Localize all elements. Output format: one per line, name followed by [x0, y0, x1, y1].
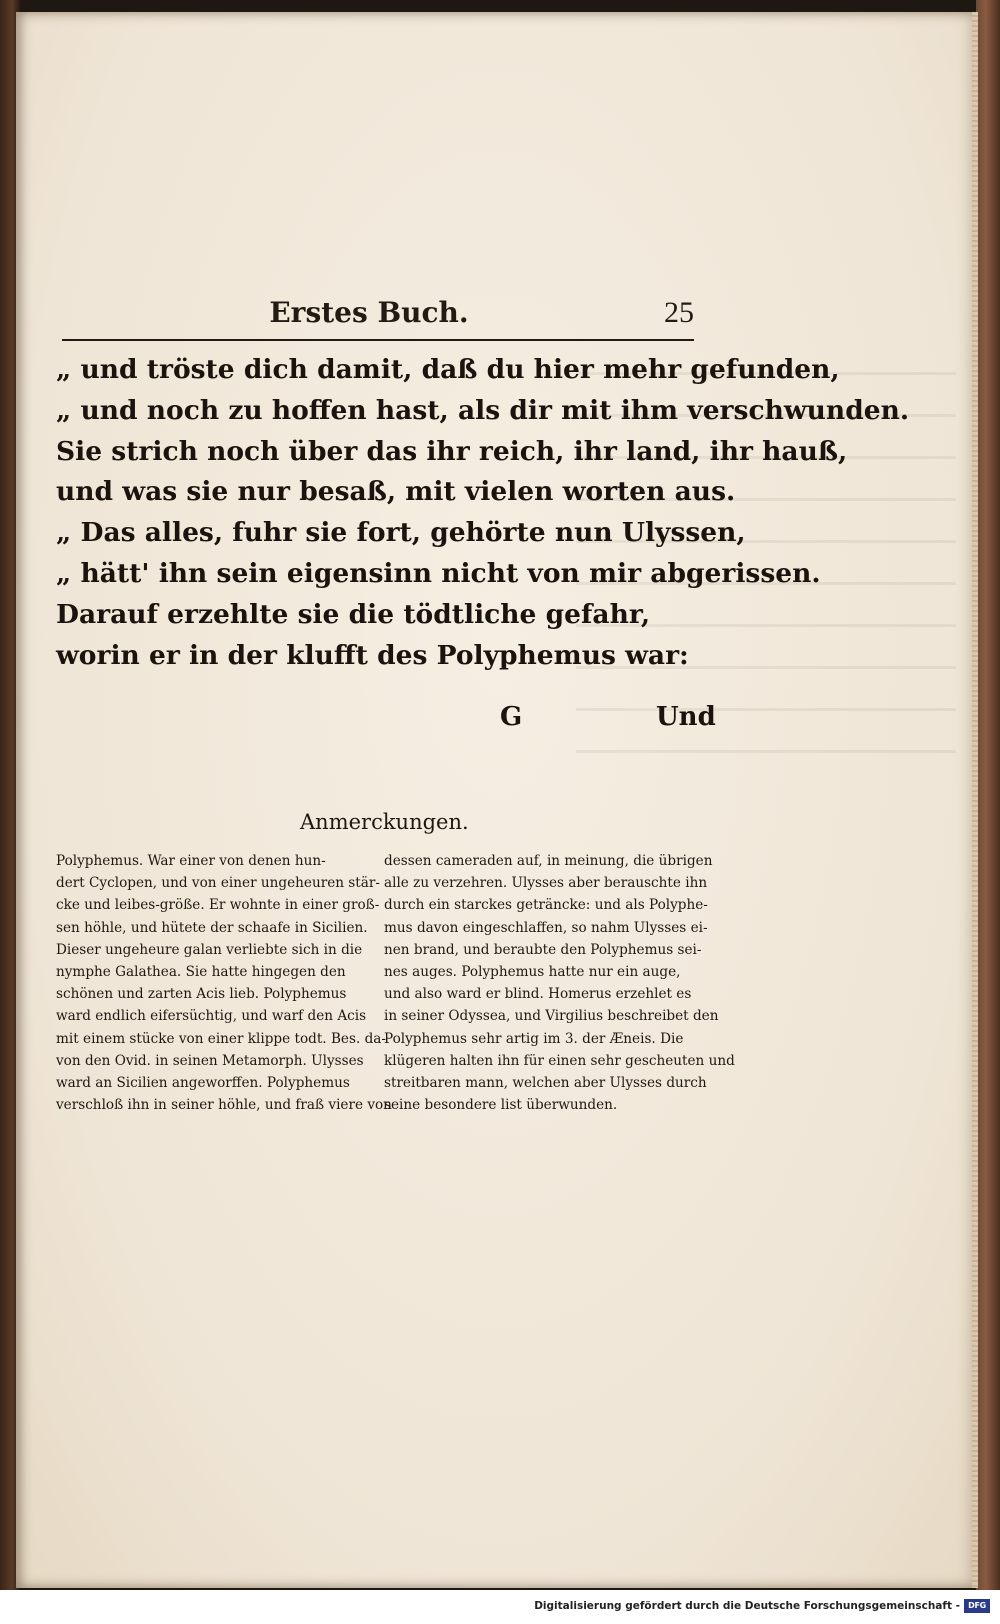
notes-right-column [384, 850, 735, 1116]
page-number: 25 [664, 296, 694, 329]
verse-block [56, 350, 910, 676]
book-page [16, 12, 978, 1588]
note-line: nes auges. Polyphemus hatte nur ein auge, [384, 964, 681, 981]
note-line: mit einem stücke von einer klippe todt. Bes. da- [56, 1030, 386, 1047]
verse-line: „ Das alles, fuhr sie fort, gehörte nun Ulyssen, [56, 517, 746, 549]
note-line: Polyphemus sehr artig im 3. der Æneis. Die [384, 1030, 684, 1047]
verse-line: Darauf erzehlte sie die tödtliche gefahr, [56, 598, 651, 630]
note-line: dessen cameraden auf, in meinung, die übrigen [384, 853, 713, 869]
note-line: streitbaren mann, welchen aber Ulysses durch [384, 1075, 707, 1092]
note-line: von den Ovid. in seinen Metamorph. Ulysses [56, 1052, 364, 1069]
note-line: und also ward er blind. Homerus erzehlet es [384, 986, 692, 1003]
note-line: Polyphemus. War einer von denen hun- [56, 853, 326, 869]
head-rule [62, 339, 694, 341]
catchword: Und [656, 702, 716, 732]
verse-line: „ und noch zu hoffen hast, als dir mit ihm verschwunden. [56, 394, 910, 426]
note-line: nen brand, und beraubte den Polyphemus sei- [384, 941, 702, 958]
note-line: schönen und zarten Acis lieb. Polyphemus [56, 986, 347, 1003]
running-head [44, 296, 694, 340]
note-line: sen höhle, und hütete der schaafe in Sicilien. [56, 919, 368, 936]
note-line: alle zu verzehren. Ulysses aber berauschte ihn [384, 875, 708, 892]
verse-line: „ und tröste dich damit, daß du hier mehr gefunden, [56, 354, 840, 385]
note-line: dert Cyclopen, und von einer ungeheuren stär- [56, 875, 380, 892]
note-line: ward an Sicilien angeworffen. Polyphemus [56, 1075, 350, 1092]
note-line: durch ein starckes geträncke: und als Polyphe- [384, 897, 708, 914]
note-line: ward endlich eifersüchtig, und warf den Acis [56, 1008, 367, 1025]
footer-bar [0, 1590, 1000, 1624]
notes-left-column [56, 850, 392, 1116]
footer-credit: Digitalisierung gefördert durch die Deutsche Forschungsgemeinschaft - [534, 1600, 960, 1612]
verse-line: „ hätt' ihn sein eigensinn nicht von mir abgerissen. [56, 557, 821, 589]
note-line: klügeren halten ihn für einen sehr gescheuten und [384, 1052, 735, 1069]
verse-line: worin er in der klufft des Polyphemus war: [56, 639, 689, 671]
running-head-title: Erstes Buch. [269, 296, 469, 329]
note-line: cke und leibes-größe. Er wohnte in einer groß- [56, 897, 380, 914]
note-line: in seiner Odyssea, und Virgilius beschreibet den [384, 1008, 719, 1025]
note-line: Dieser ungeheure galan verliebte sich in die [56, 941, 363, 958]
book-cover-right [976, 0, 1000, 1590]
dfg-logo: DFG [964, 1599, 990, 1613]
signature-mark: G [500, 702, 523, 732]
note-line: verschloß ihn in seiner höhle, und fraß viere von [56, 1097, 392, 1114]
verse-line: Sie strich noch über das ihr reich, ihr land, ihr hauß, [56, 435, 848, 467]
notes-heading: Anmerckungen. [300, 810, 469, 834]
note-line: mus davon eingeschlaffen, so nahm Ulysses ei- [384, 919, 708, 936]
note-line: nymphe Galathea. Sie hatte hingegen den [56, 964, 346, 981]
verse-line: und was sie nur besaß, mit vielen worten aus. [56, 476, 736, 508]
page-edge [972, 12, 978, 1588]
note-line: seine besondere list überwunden. [384, 1097, 618, 1114]
